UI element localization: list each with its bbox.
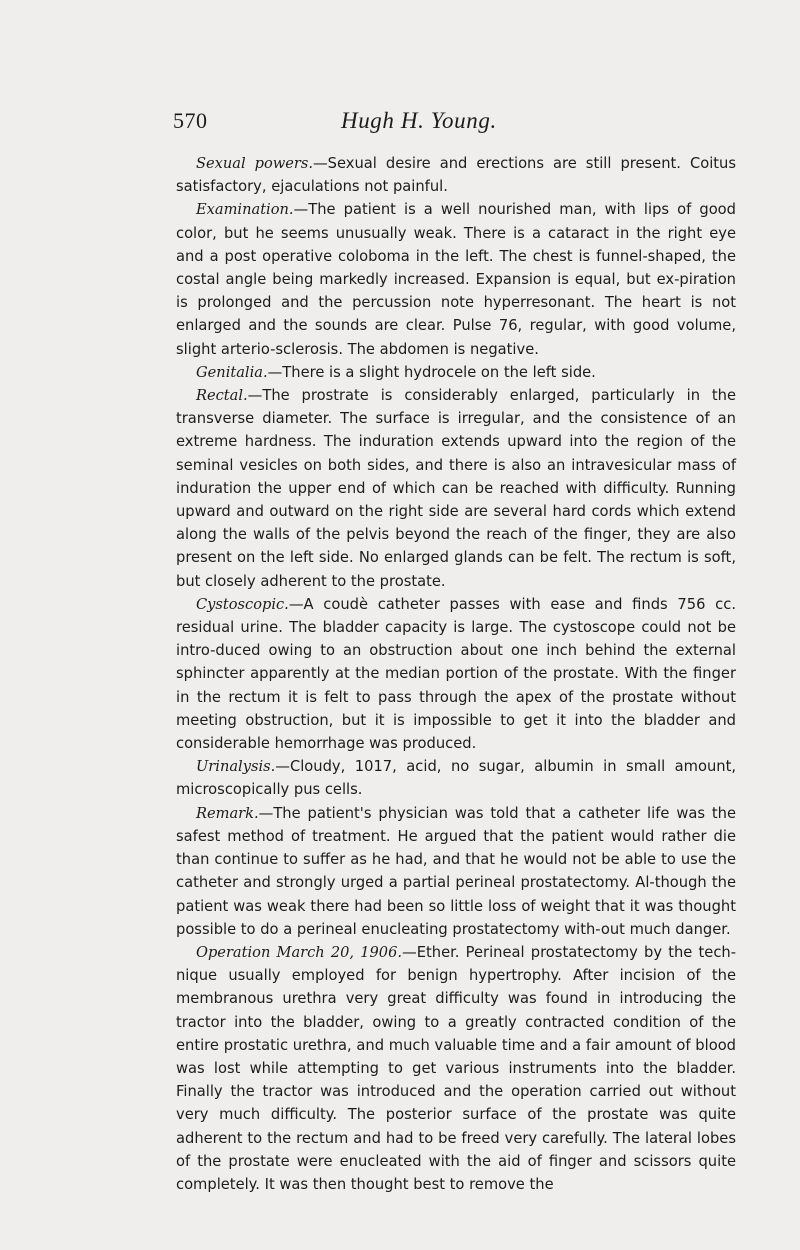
paragraph-remark (176, 802, 736, 941)
paragraph-genitalia (176, 361, 736, 384)
paragraph-text: —A coudè catheter passes with ease and finds 756 cc. residual urine. The bladder capacity is large. The cystoscope could not be intro-duced owing to an obstruction about one inch behind the external sphincter apparently at the median portion of the prostate. With the finger in the rectum it is felt to pass through the apex of the prostate without meeting obstruction, but it is impossible to get it into the bladder and considerable hemorrhage was produced. (176, 595, 736, 753)
paragraph-text: —Sexual desire and erections are still present. Coitus satisfactory, ejaculations not painful. (176, 155, 737, 196)
paragraph-heading: Examination. (196, 201, 294, 219)
paragraph-urinalysis (176, 755, 736, 801)
paragraph-sexual-powers (176, 152, 736, 198)
paragraph-text: —Ether. Perineal prostatectomy by the tech-nique usually employed for benign hypertrophy. After incision of the membranous urethra very great difficulty was found in introducing the tractor into the bladder, owing to a greatly contracted condition of the entire prostatic urethra, and much valuable time and a fair amount of blood was lost while attempting to get various instruments into the bladder. Finally the tractor was introduced and the operation carried out without very much difficulty. The posterior surface of the prostate was quite adherent to the rectum and had to be freed very carefully. The lateral lobes of the prostate were enucleated with the aid of finger and scissors quite completely. It was then thought best to remove the (176, 943, 737, 1193)
paragraph-text: —The prostrate is considerably enlarged, particularly in the transverse diameter. The surface is irregular, and the consistence of an extreme hardness. The induration extends upward into the region of the seminal vesicles on both sides, and there is also an intravesicular mass of induration the upper end of which can be reached with difficulty. Running upward and outward on the right side are several hard cords which extend along the walls of the pelvis beyond the reach of the finger, they are also present on the left side. No enlarged glands can be felt. The rectum is soft, but closely adherent to the prostate. (176, 387, 736, 590)
paragraph-examination (176, 198, 736, 360)
paragraph-text: —The patient's physician was told that a catheter life was the safest method of treatment. He argued that the patient would rather die than continue to suffer as he had, and that he would not be able to use the catheter and strongly urged a partial perineal prostatectomy. Al-though the patient was weak there had been so little loss of weight that it was thought possible to do a perineal enucleating prostatectomy with-out much danger. (176, 804, 736, 938)
paragraph-text: —There is a slight hydrocele on the left side. (267, 363, 596, 381)
running-head: Hugh H. Young. (341, 108, 497, 133)
paragraph-text: —The patient is a well nourished man, with lips of good color, but he seems unusually weak. There is a cataract in the right eye and a post operative coloboma in the left. The chest is funnel-shaped, the costal angle being markedly increased. Expansion is equal, but ex-piration is prolonged and the percussion note hyperresonant. The heart is not enlarged and the sounds are clear. Pulse 76, regular, with good volume, slight arterio-sclerosis. The abdomen is negative. (176, 201, 736, 358)
paragraph-cystoscopic (176, 593, 736, 755)
paragraph-heading: Operation March 20, 1906. (196, 943, 403, 961)
paragraph-heading: Remark. (196, 804, 259, 822)
paragraph-heading: Genitalia. (196, 363, 268, 381)
paragraph-heading: Rectal. (196, 387, 248, 405)
page-header (0, 108, 800, 138)
paragraph-heading: Sexual powers. (196, 155, 313, 172)
body-text (176, 152, 736, 1196)
paragraph-heading: Urinalysis. (196, 758, 276, 776)
page-number: 570 (173, 108, 208, 133)
paragraph-rectal (176, 384, 736, 593)
paragraph-operation (176, 941, 736, 1196)
paragraph-text: —Cloudy, 1017, acid, no sugar, albumin in small amount, microscopically pus cells. (176, 758, 736, 799)
paragraph-heading: Cystoscopic. (196, 595, 289, 613)
